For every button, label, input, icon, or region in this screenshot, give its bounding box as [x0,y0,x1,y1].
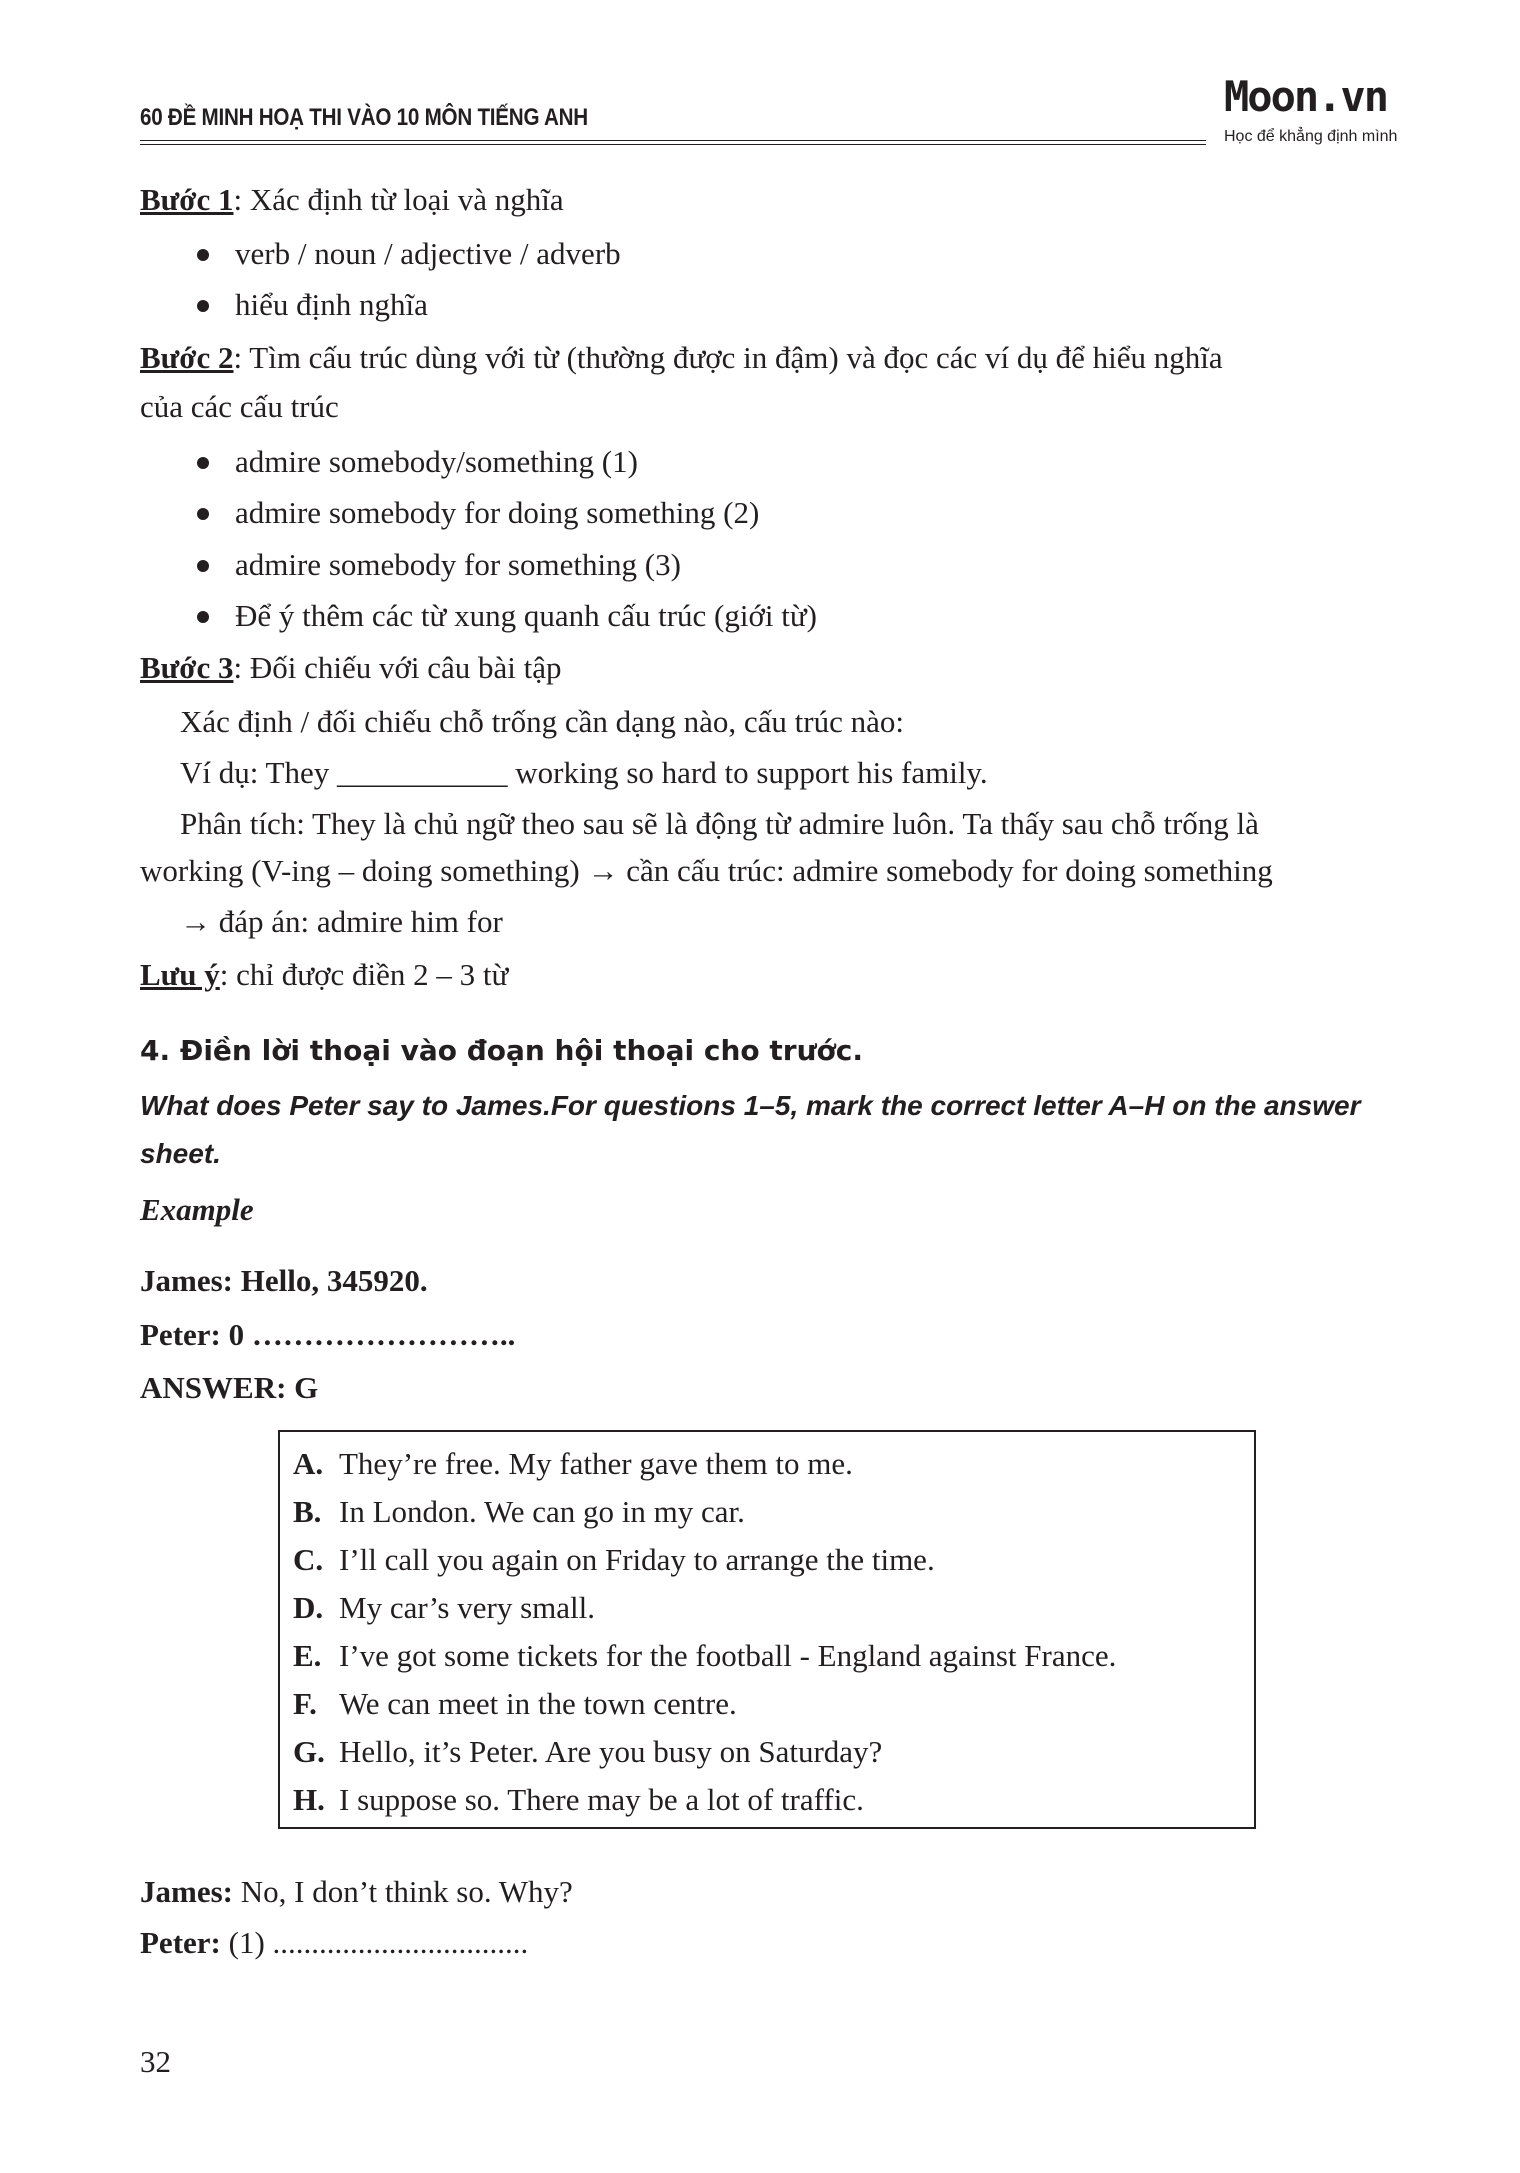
bullet-icon [197,508,209,520]
step3-analysis-1: Phân tích: They là chủ ngữ theo sau sẽ là động từ admire luôn. Ta thấy sau chỗ trống là [180,806,1259,841]
bullet-icon [197,457,209,469]
example-label: Example [140,1192,254,1227]
step2-bullet-2: admire somebody for doing something (2) [235,495,760,530]
running-header: 60 ĐỀ MINH HOẠ THI VÀO 10 MÔN TIẾNG ANH [140,104,588,131]
option-letter: D. [293,1590,324,1625]
option-text: I’ll call you again on Friday to arrange the time. [339,1542,935,1577]
step3-answer: → đáp án: admire him for [180,904,503,939]
option-letter: G. [293,1734,325,1769]
note-line [140,957,508,993]
option-f [293,1686,737,1722]
bullet-icon [197,300,209,312]
example-answer: ANSWER: G [140,1370,319,1405]
step2-bullet-1: admire somebody/something (1) [235,444,638,479]
header-rule-thin [140,144,1206,145]
bullet-icon [197,249,209,261]
header-rule [140,140,1206,141]
option-c [293,1542,935,1578]
step1-line [140,182,564,218]
option-letter: B. [293,1494,322,1529]
option-text: My car’s very small. [339,1590,595,1625]
bullet-icon [197,611,209,623]
step2-bullet-3: admire somebody for something (3) [235,547,681,582]
step1-label: Bước 1 [140,182,234,217]
step3-instruction: Xác định / đối chiếu chỗ trống cần dạng nào, cấu trúc nào: [180,704,904,739]
option-text: I’ve got some tickets for the football - England against France. [339,1638,1117,1673]
step2-line [140,340,1223,376]
dialogue-text: No, I don’t think so. Why? [232,1874,573,1909]
option-letter: A. [293,1446,324,1481]
section-heading: 4. Điền lời thoại vào đoạn hội thoại cho trước. [140,1034,863,1067]
note-label: Lưu ý [140,957,220,992]
step3-line [140,650,561,686]
dialogue-line-2 [140,1925,528,1961]
option-d [293,1590,595,1626]
step3-analysis-2: working (V-ing – doing something) → cần cấu trúc: admire somebody for doing something [140,853,1273,888]
option-text: Hello, it’s Peter. Are you busy on Saturday? [339,1734,883,1769]
option-letter: C. [293,1542,324,1577]
option-letter: F. [293,1686,317,1721]
step3-example: Ví dụ: They ___________ working so hard to support his family. [180,755,988,790]
step2-label: Bước 2 [140,340,234,375]
option-a [293,1446,853,1482]
brand-logo: Moon.vn [1224,72,1388,121]
option-e [293,1638,1116,1674]
option-text: We can meet in the town centre. [339,1686,737,1721]
step1-bullet-2: hiểu định nghĩa [235,287,428,322]
option-g [293,1734,882,1770]
step2-bullet-4: Để ý thêm các từ xung quanh cấu trúc (giới từ) [235,598,817,633]
note-text: : chỉ được điền 2 – 3 từ [219,957,509,992]
step1-text: : Xác định từ loại và nghĩa [233,182,564,217]
dialogue-line-1 [140,1874,573,1910]
step3-label: Bước 3 [140,650,234,685]
option-text: They’re free. My father gave them to me. [339,1446,853,1481]
step2-text-line2: của các cấu trúc [140,389,339,424]
option-text: In London. We can go in my car. [339,1494,745,1529]
section-instruction-1: What does Peter say to James.For questions 1–5, mark the correct letter A–H on the answer [140,1090,1361,1121]
step3-text: : Đối chiếu với câu bài tập [233,650,562,685]
brand-tagline: Học để khẳng định mình [1224,128,1398,145]
option-text: I suppose so. There may be a lot of traffic. [339,1782,864,1817]
dialogue-speaker: Peter: [140,1925,221,1960]
example-james: James: Hello, 345920. [140,1263,428,1298]
example-peter: Peter: 0 …………………….. [140,1317,516,1352]
option-letter: H. [293,1782,325,1817]
dialogue-speaker: James: [140,1874,233,1909]
option-h [293,1782,864,1818]
page-number: 32 [140,2044,171,2079]
option-letter: E. [293,1638,322,1673]
step1-bullet-1: verb / noun / adjective / adverb [235,236,621,271]
option-b [293,1494,745,1530]
section-instruction-2: sheet. [140,1138,221,1169]
bullet-icon [197,560,209,572]
dialogue-text: (1) ................................. [220,1925,529,1960]
step2-text: : Tìm cấu trúc dùng với từ (thường được in đậm) và đọc các ví dụ để hiểu nghĩa [233,340,1223,375]
